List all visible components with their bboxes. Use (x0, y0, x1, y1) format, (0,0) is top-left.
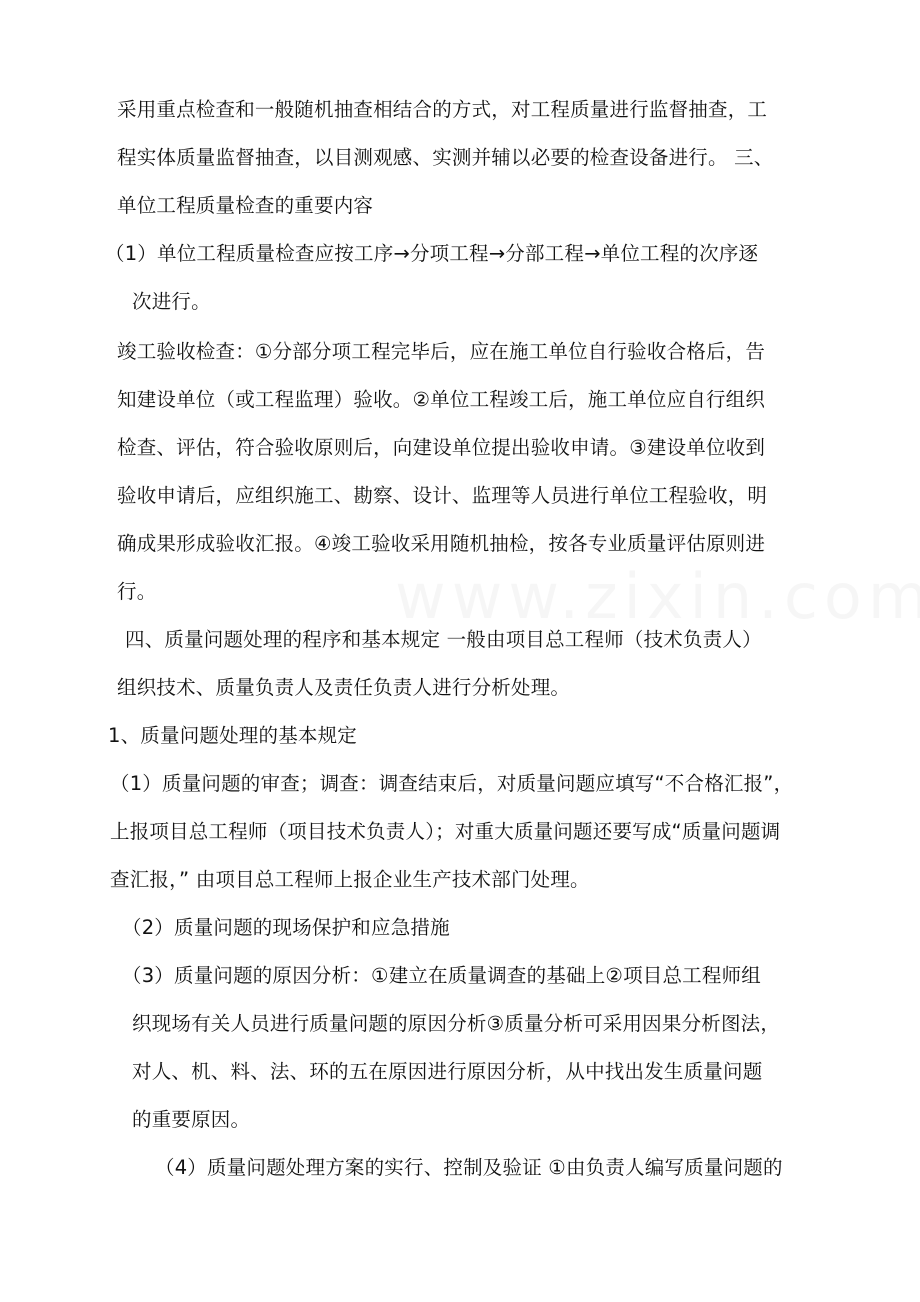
text-line: 确成果形成验收汇报。④竣工验收采用随机抽检，按各专业质量评估原则进 (117, 532, 766, 555)
subsection-heading: 1、质量问题处理的基本规定 (108, 724, 358, 747)
text-line: 织现场有关人员进行质量问题的原因分析③质量分析可采用因果分析图法， (132, 1012, 781, 1035)
text-line: 上报项目总工程师（项目技术负责人）；对重大质量问题还要写成“质量问题调 (110, 820, 781, 843)
text-line: 验收申请后，应组织施工、勘察、设计、监理等人员进行单位工程验收，明 (117, 484, 768, 507)
text-line: 检查、评估，符合验收原则后，向建设单位提出验收申请。③建设单位收到 (117, 436, 766, 459)
text-line: 查汇报，” 由项目总工程师上报企业生产技术部门处理。 (110, 868, 590, 891)
text-line: 知建设单位（或工程监理）验收。②单位工程竣工后，施工单位应自行组织 (117, 388, 766, 411)
text-line: （1）单位工程质量检查应按工序→分项工程→分部工程→单位工程的次序逐 (105, 242, 759, 265)
text-line: （4）质量问题处理方案的实行、控制及验证 ①由负责人编写质量问题的 (155, 1156, 783, 1179)
watermark (395, 560, 920, 633)
text-line: （2）质量问题的现场保护和应急措施 (122, 916, 450, 939)
text-line: 采用重点检查和一般随机抽查相结合的方式，对工程质量进行监督抽查，工 (117, 98, 768, 121)
text-line: 的重要原因。 (132, 1108, 251, 1131)
text-line: 程实体质量监督抽查，以目测观感、实测并辅以必要的检查设备进行。 三、 (117, 146, 774, 169)
text-line: （3）质量问题的原因分析：①建立在质量调查的基础上②项目总工程师组 (122, 964, 761, 987)
text-line: 对人、机、料、法、环的五在原因进行原因分析，从中找出发生质量问题 (132, 1060, 763, 1083)
text-line: 组织技术、质量负责人及责任负责人进行分析处理。 (117, 676, 571, 699)
text-line: 行。 (117, 580, 157, 603)
text-line: （1）质量问题的审查；调查：调查结束后，对质量问题应填写“不合格汇报”， (110, 772, 794, 795)
section-heading: 单位工程质量检查的重要内容 (117, 194, 374, 217)
text-line: 竣工验收检查：①分部分项工程完毕后，应在施工单位自行验收合格后，告 (117, 340, 766, 363)
section-heading: 四、质量问题处理的程序和基本规定 一般由项目总工程师（技术负责人） (125, 628, 762, 651)
text-line: 次进行。 (132, 290, 211, 313)
